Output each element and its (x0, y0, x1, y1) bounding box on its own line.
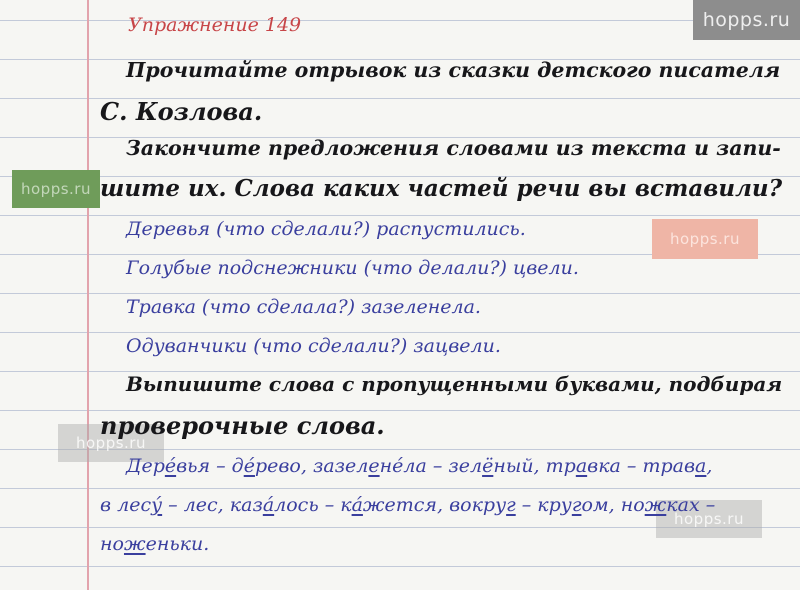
answer-sentence-4: Одуванчики (что сделали?) зацвели. (126, 335, 501, 357)
task3-line2: проверочные слова. (100, 411, 385, 440)
answer-word-segment: вка – трав (587, 455, 696, 477)
underlined-letter: е́ (243, 455, 255, 477)
underlined-letter: ж (644, 494, 667, 516)
answer-word-segment: – кру (515, 494, 572, 516)
task3-line1: Выпишите слова с пропущенными буквами, подбирая (126, 372, 783, 396)
answer-word-segment: жется, вокру (362, 494, 507, 516)
notebook-margin-line (87, 0, 89, 590)
answer-words-line-2 (100, 494, 715, 516)
underlined-letter: а́ (351, 494, 363, 516)
answer-words-line-1 (126, 455, 712, 477)
underlined-letter: е (368, 455, 380, 477)
watermark-green: hopps.ru (12, 170, 100, 208)
watermark-pink: hopps.ru (652, 219, 758, 259)
answer-word-segment: рево, зазел (254, 455, 369, 477)
task2-line2: шите их. Слова каких частей речи вы вставили? (100, 175, 783, 202)
underlined-letter: е́ (164, 455, 177, 477)
answer-sentence-3: Травка (что сделала?) зазеленела. (126, 296, 481, 318)
underlined-letter: г (506, 494, 516, 516)
task2-line1: Закончите предложения словами из текста и запи- (126, 136, 781, 160)
answer-words-line-3 (100, 533, 209, 555)
answer-word-segment: вья – д (176, 455, 244, 477)
answer-word-segment: но (100, 533, 124, 555)
answer-word-segment: ках – (666, 494, 716, 516)
underlined-letter: ж (123, 533, 146, 555)
task1-line2: С. Козлова. (100, 97, 263, 126)
exercise-title: Упражнение 149 (128, 14, 302, 36)
answer-word-segment: еньки. (145, 533, 210, 555)
underlined-letter: а (695, 455, 707, 477)
answer-word-segment: ный, тр (493, 455, 576, 477)
watermark-gray-right: hopps.ru (656, 500, 762, 538)
task1-line1: Прочитайте отрывок из сказки детского писателя (126, 58, 781, 82)
watermark-top-right: hopps.ru (693, 0, 800, 40)
underlined-letter: а (575, 455, 588, 477)
underlined-letter: у́ (151, 494, 163, 516)
answer-word-segment: Дер (126, 455, 165, 477)
underlined-letter: ё (482, 455, 494, 477)
underlined-letter: г (571, 494, 582, 516)
answer-word-segment: , (706, 455, 713, 477)
underlined-letter: а́ (262, 494, 275, 516)
answer-word-segment: не́ла – зел (379, 455, 483, 477)
answer-sentence-2: Голубые подснежники (что делали?) цвели. (126, 257, 579, 279)
answer-word-segment: лось – к (274, 494, 352, 516)
answer-word-segment: – лес, каз (162, 494, 263, 516)
answer-sentence-1: Деревья (что сделали?) распустились. (126, 218, 526, 240)
watermark-gray-left: hopps.ru (58, 424, 164, 462)
answer-word-segment: в лес (100, 494, 152, 516)
answer-word-segment: ом, но (581, 494, 645, 516)
